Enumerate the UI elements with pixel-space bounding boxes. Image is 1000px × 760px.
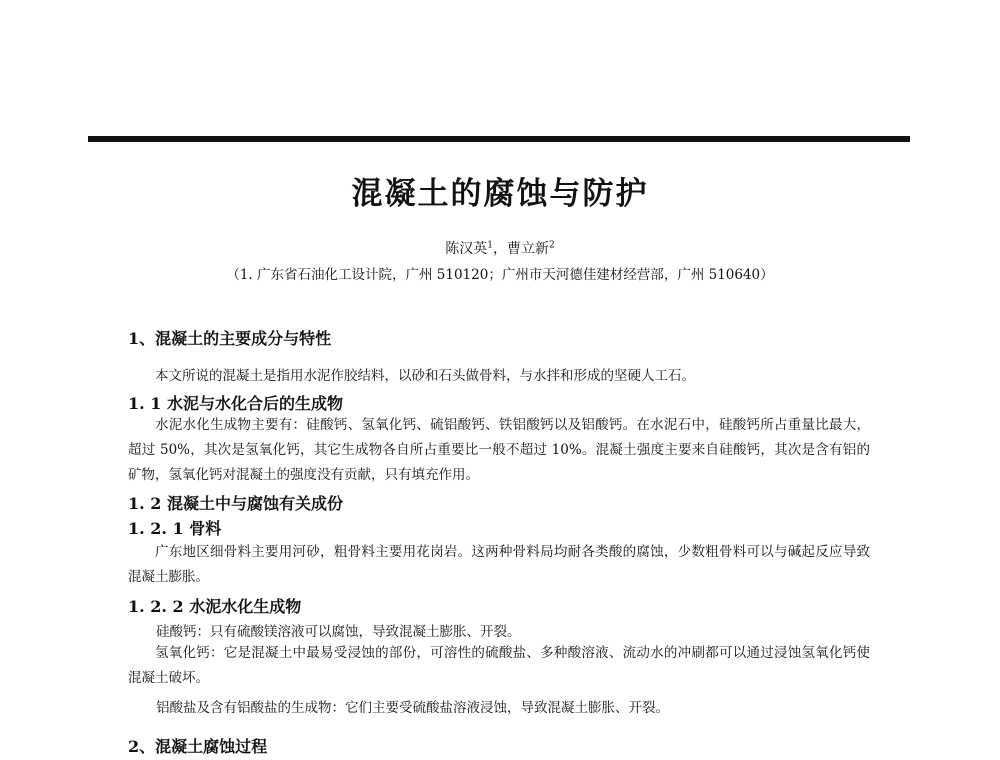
section-1-2-1-heading: 1. 2. 1 骨料	[128, 519, 222, 538]
item-calcium-silicate: 硅酸钙：只有硫酸镁溶液可以腐蚀，导致混凝土膨胀、开裂。	[156, 624, 521, 640]
section-1-intro: 本文所说的混凝土是指用水泥作胶结料，以砂和石头做骨料，与水拌和形成的坚硬人工石。	[155, 368, 695, 384]
author-2-affil-mark: 2	[549, 240, 555, 251]
section-1-1-body: 水泥水化生成物主要有：硅酸钙、氢氧化钙、硫铝酸钙、铁铝酸钙以及铝酸钙。在水泥石中，硅酸钙所占重量比最大，超过 50%，其次是氢氧化钙，其它生成物各自所占重要比一般不超过 10%。混凝土强度主要来自硅酸钙，其次是含有铝的矿物，氢氧化钙对混凝土的强度没有贡献，只有填充作用。	[128, 417, 870, 483]
top-rule	[88, 136, 910, 142]
item-calcium-hydroxide: 氢氧化钙：它是混凝土中最易受浸蚀的部份，可溶性的硫酸盐、多种酸溶液、流动水的冲刷都可以通过浸蚀氢氧化钙使混凝土破坏。	[128, 645, 870, 686]
section-2-heading: 2、混凝土腐蚀过程	[128, 737, 268, 756]
author-line	[0, 238, 1000, 258]
author-2: 曹立新	[507, 241, 549, 257]
section-1-heading: 1、混凝土的主要成分与特性	[128, 329, 332, 348]
item-aluminates: 铝酸盐及含有铝酸盐的生成物：它们主要受硫酸盐溶液浸蚀，导致混凝土膨胀、开裂。	[156, 700, 669, 716]
author-1: 陈汉英	[445, 241, 488, 257]
section-1-2-2-heading: 1. 2. 2 水泥水化生成物	[128, 597, 302, 616]
section-1-2-heading: 1. 2 混凝土中与腐蚀有关成份	[128, 494, 343, 513]
article-title: 混凝土的腐蚀与防护	[351, 176, 649, 212]
section-1-1-heading: 1. 1 水泥与水化合后的生成物	[128, 394, 343, 413]
author-separator: ，	[493, 241, 507, 257]
affiliation-line: （1. 广东省石油化工设计院，广州 510120；广州市天河德佳建材经营部，广州 510640）	[226, 267, 774, 283]
section-1-2-1-body: 广东地区细骨料主要用河砂，粗骨料主要用花岗岩。这两种骨料局均耐各类酸的腐蚀，少数粗骨料可以与碱起反应导致混凝土膨胀。	[128, 544, 870, 585]
author-1-affil-mark: 1	[487, 240, 493, 251]
